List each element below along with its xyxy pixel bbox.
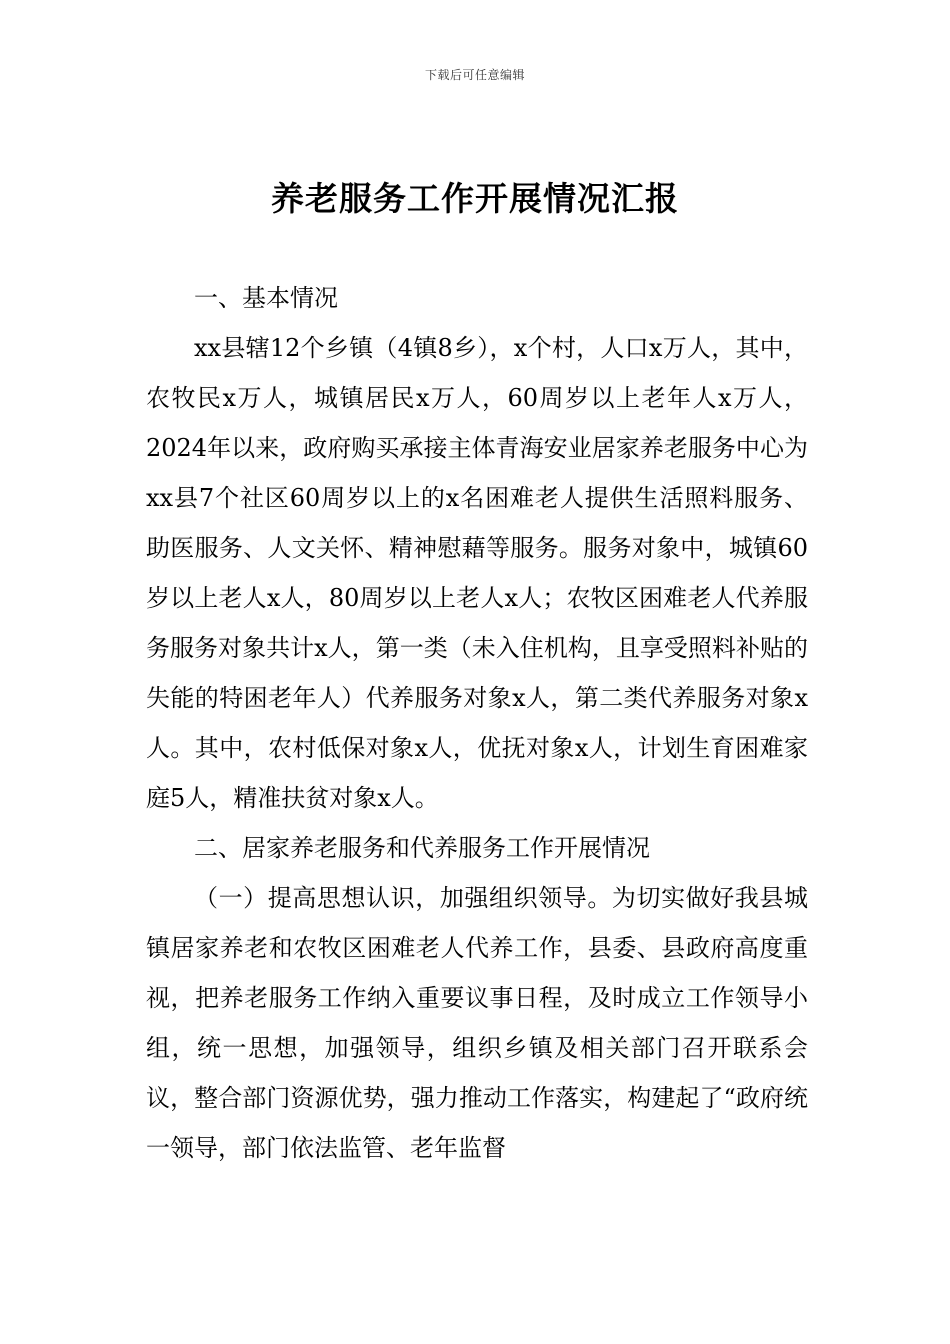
body-paragraph: xx县辖12个乡镇（4镇8乡），x个村，人口x万人，其中，农牧民x万人，城镇居民x万人，60周岁以上老年人x万人，2024年以来，政府购买承接主体青海安业居家养老服务中心为xx县7个社区60周岁以上的x名困难老人提供生活照料服务、助医服务、人文关怀、精神慰藉等服务。服务对象中，城镇60岁以上老人x人，80周岁以上老人x人；农牧区困难老人代养服务服务对象共计x人，第一类（未入住机构，且享受照料补贴的失能的特困老年人）代养服务对象x人，第二类代养服务对象x人。其中，农村低保对象x人，优抚对象x人，计划生育困难家庭5人，精准扶贫对象x人。 [146, 334, 808, 812]
section-heading-basic-situation: 一、基本情况 [194, 284, 338, 312]
section-heading-service-progress: 二、居家养老服务和代养服务工作开展情况 [194, 834, 650, 862]
document-body [146, 273, 808, 1173]
body-paragraph: （一）提高思想认识，加强组织领导。为切实做好我县城镇居家养老和农牧区困难老人代养工作，县委、县政府高度重视，把养老服务工作纳入重要议事日程，及时成立工作领导小组，统一思想，加强领导，组织乡镇及相关部门召开联系会议，整合部门资源优势，强力推动工作落实，构建起了“政府统一领导，部门依法监管、老年监督 [146, 884, 808, 1162]
document-title: 养老服务工作开展情况汇报 [271, 179, 679, 218]
page-header-note: 下载后可任意编辑 [424, 68, 525, 82]
